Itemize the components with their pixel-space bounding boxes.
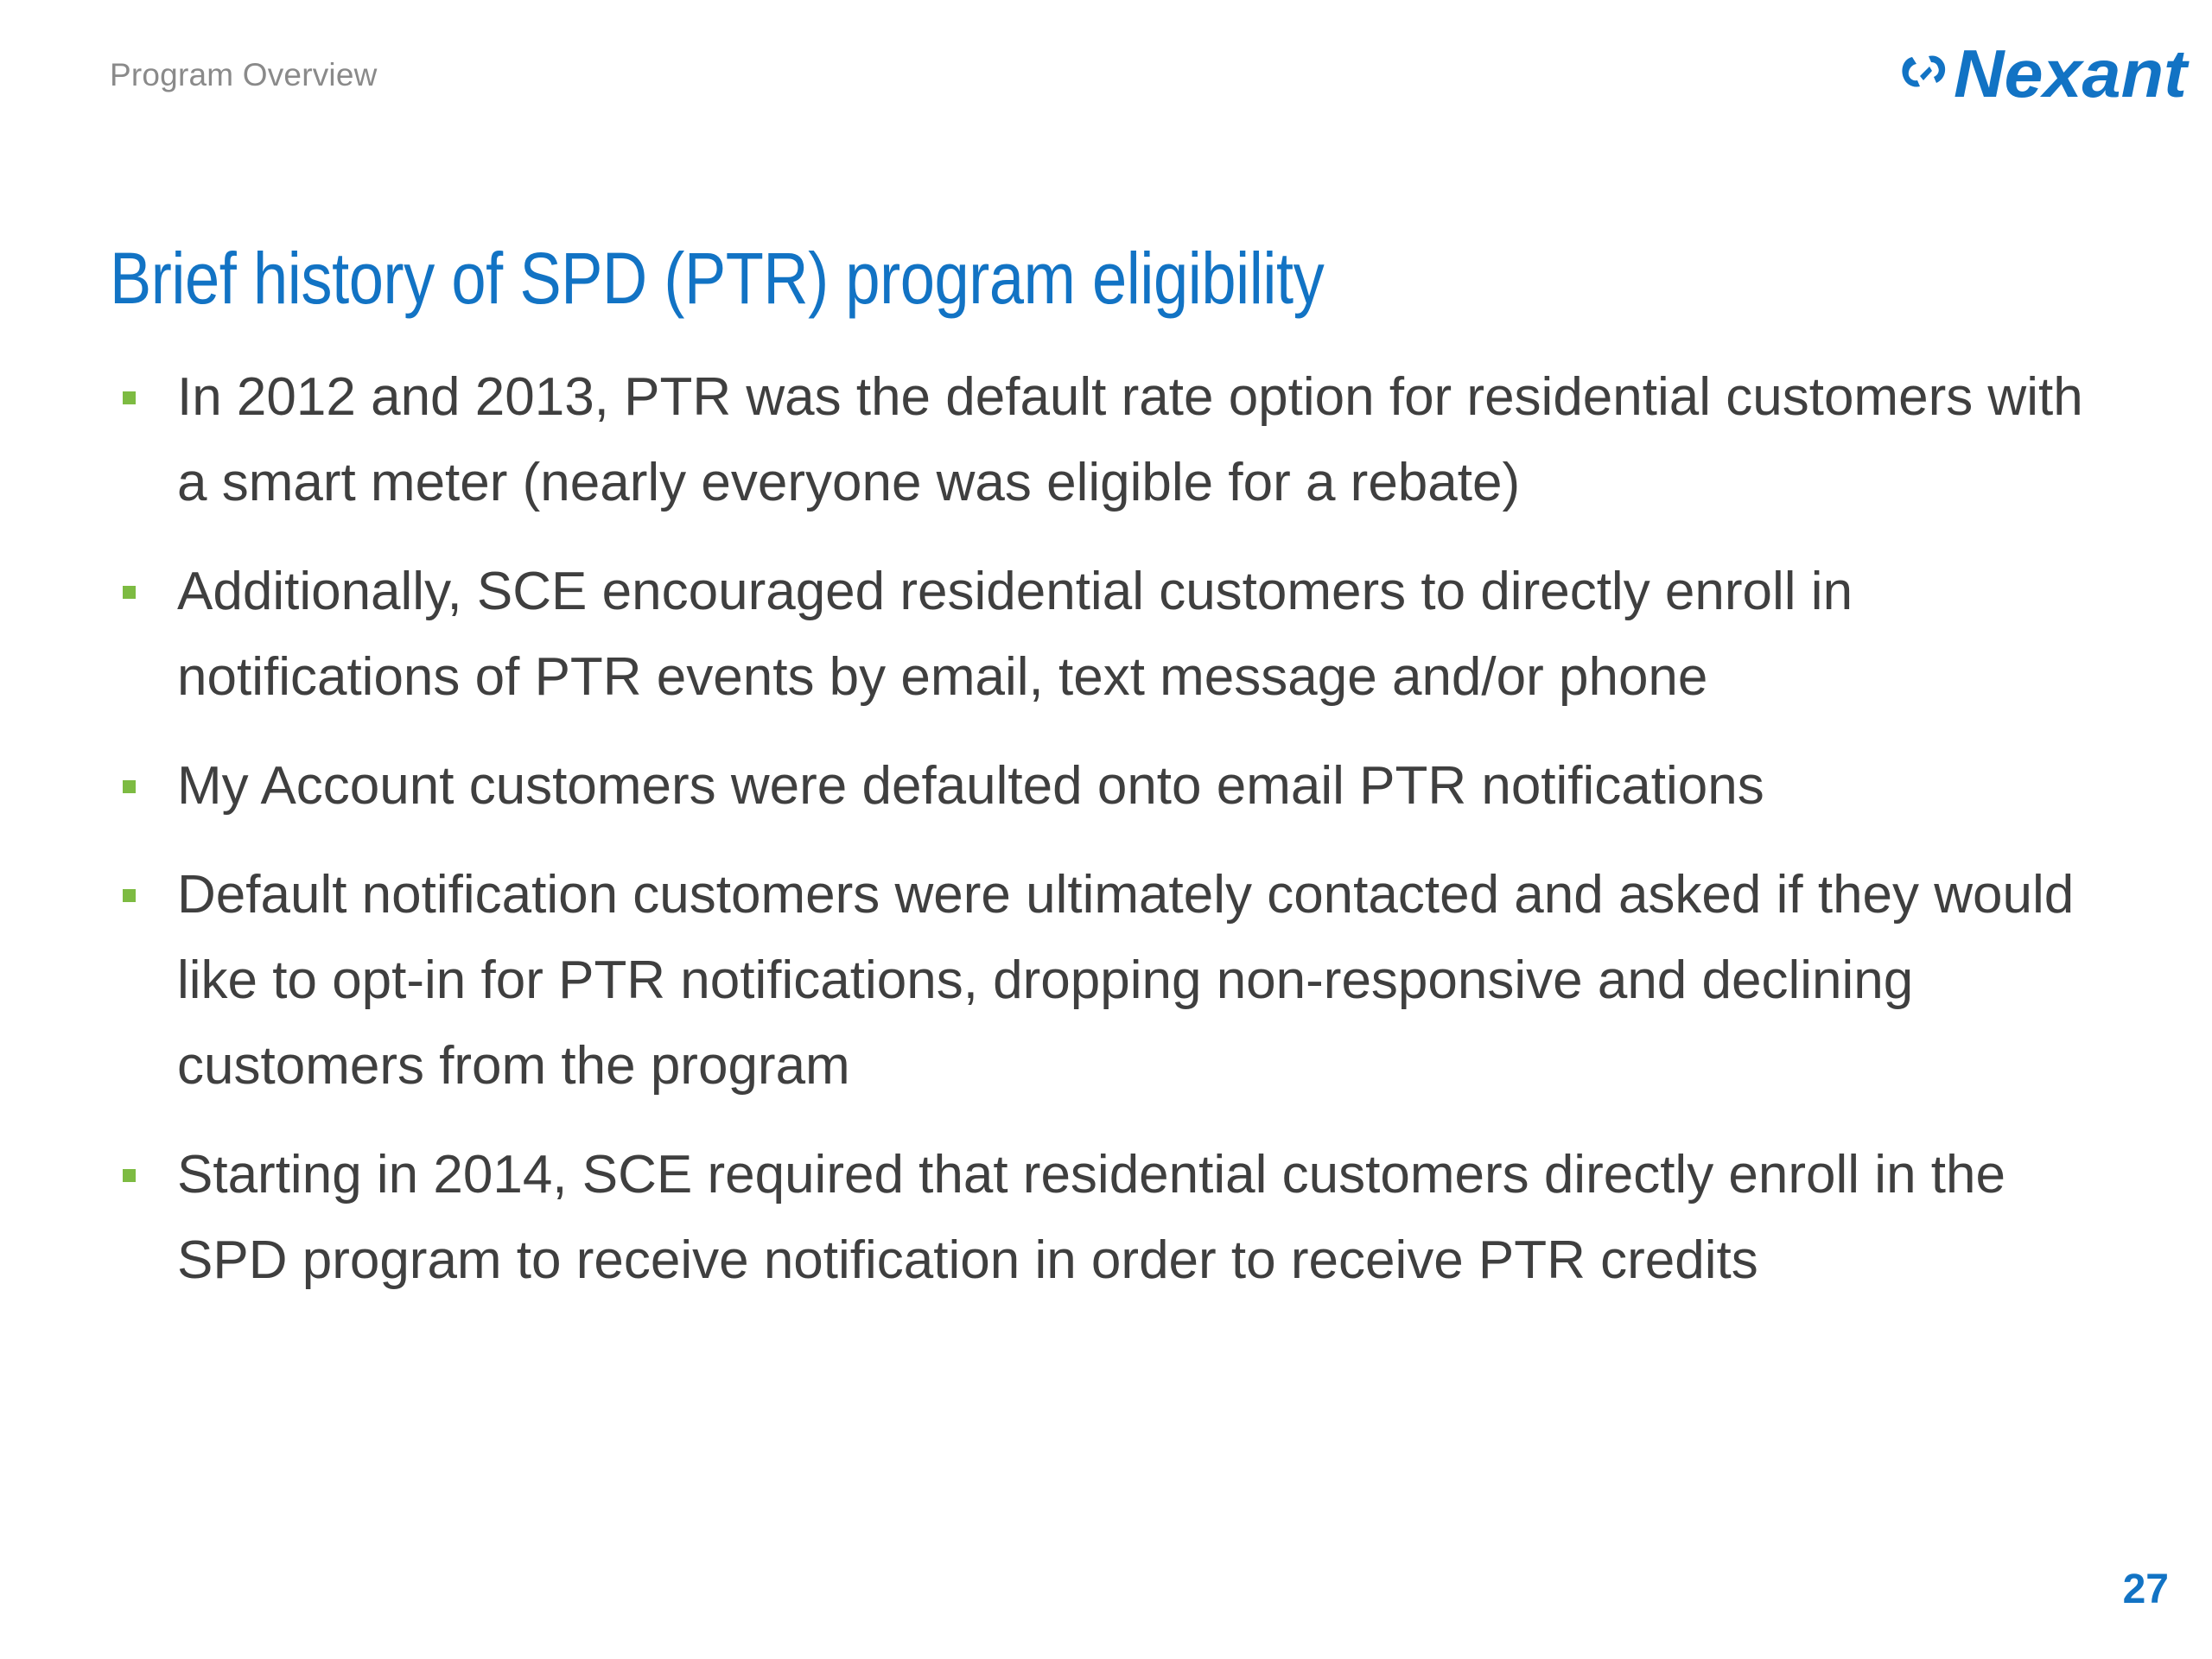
nexant-logo	[1897, 33, 2190, 111]
bullet-text: Default notification customers were ultimately contacted and asked if they would like to opt-in for PTR notifications, dropping non-responsive and declining customers from the program	[177, 865, 2075, 1096]
bullet-text: My Account customers were defaulted onto email PTR notifications	[177, 756, 1764, 816]
bullet-item	[119, 743, 2124, 829]
square-bullet-icon	[123, 586, 136, 599]
bullet-text: Additionally, SCE encouraged residential customers to directly enroll in notifications of PTR events by email, text message and/or phone	[177, 562, 1853, 707]
bullet-item	[119, 852, 2124, 1109]
nexant-swirl-icon	[1897, 33, 2190, 111]
square-bullet-icon	[123, 391, 136, 404]
bullet-list	[119, 354, 2124, 1326]
square-bullet-icon	[123, 889, 136, 902]
bullet-text: Starting in 2014, SCE required that residential customers directly enroll in the SPD program to receive notification in order to receive PTR credits	[177, 1145, 2005, 1290]
slide-title: Brief history of SPD (PTR) program eligibility	[110, 238, 1325, 320]
section-label: Program Overview	[110, 57, 378, 92]
bullet-item	[119, 549, 2124, 720]
logo-text: Nexant	[1954, 35, 2190, 111]
square-bullet-icon	[123, 780, 136, 793]
bullet-text: In 2012 and 2013, PTR was the default rate option for residential customers with a smart meter (nearly everyone was eligible for a rebate)	[177, 367, 2083, 512]
bullet-item	[119, 1132, 2124, 1303]
bullet-item	[119, 354, 2124, 525]
page-number: 27	[2122, 1567, 2169, 1612]
square-bullet-icon	[123, 1169, 136, 1182]
